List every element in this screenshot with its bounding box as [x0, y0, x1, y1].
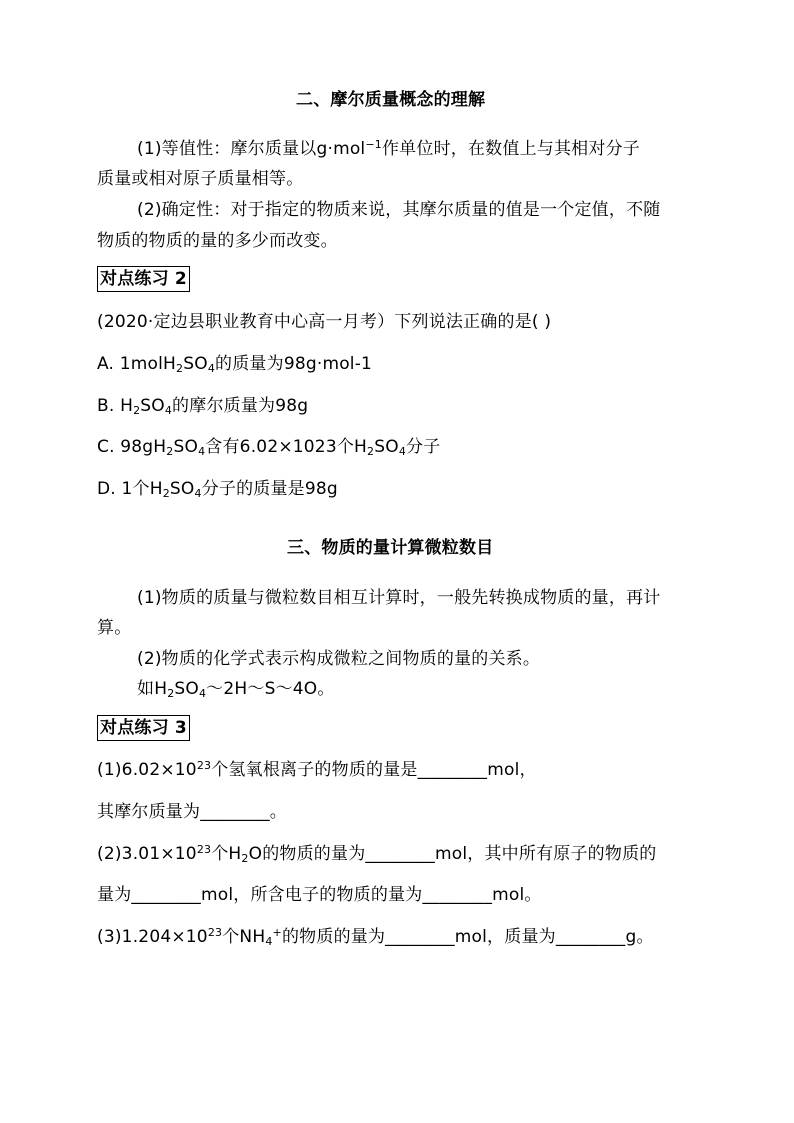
option-c: C. $98gH_2SO_4$含有6.02×1023个$H_2SO_4$分子 — [97, 437, 441, 458]
practice-3-q1-line-1: $(1)6.02\times 10^{23}$个氢氧根离子的物质的量是________mol， — [97, 759, 537, 780]
practice-3-q2-line-1: $(2)3.01\times 10^{23}$个$H_2O$的物质的量为________mol，其中所有原子的物质的 — [97, 843, 657, 865]
practice-2-heading: 对点练习 2 — [97, 266, 190, 292]
option-d: D. 1个$H_2SO_4$分子的质量是98g — [97, 479, 338, 500]
practice-3-q3: $(3)1.204\times 10^{23}$个$NH_4^+$的物质的量为________mol，质量为________g。 — [97, 926, 654, 948]
section-2-paragraph-2-line-1: (2)确定性：对于指定的物质来说，其摩尔质量的值是一个定值，不随 — [137, 200, 661, 220]
section-3-paragraph-2: (2)物质的化学式表示构成微粒之间物质的量的关系。 — [137, 649, 541, 669]
section-3-paragraph-1-line-1: (1)物质的质量与微粒数目相互计算时，一般先转换成物质的量，再计 — [137, 588, 661, 608]
section-3-paragraph-1-line-2: 算。 — [97, 618, 132, 638]
practice-3-q2-line-2: 量为________mol，所含电子的物质的量为________mol。 — [97, 885, 542, 905]
option-b: B. $H_2SO_4$的摩尔质量为98g — [97, 396, 309, 417]
section-2-title: 二、摩尔质量概念的理解 — [296, 90, 486, 110]
practice-2-question: (2020·定边县职业教育中心高一月考）下列说法正确的是( ) — [97, 312, 552, 332]
practice-3-q1-line-2: 其摩尔质量为________。 — [97, 802, 287, 822]
option-a: A. $1molH_2SO_4$的质量为98g·mol-1 — [97, 354, 373, 375]
section-3-title: 三、物质的量计算微粒数目 — [287, 538, 494, 558]
section-2-paragraph-2-line-2: 物质的物质的量的多少而改变。 — [97, 231, 338, 251]
section-3-example: 如$H_2SO_4\sim 2H\sim S\sim 4O$。 — [137, 679, 335, 700]
section-2-paragraph-1-line-2: 质量或相对原子质量相等。 — [97, 169, 304, 189]
practice-3-heading: 对点练习 3 — [97, 715, 190, 741]
section-2-paragraph-1-line-1: (1)等值性：摩尔质量以g·mol$^{-1}$作单位时，在数值上与其相对分子 — [137, 138, 640, 159]
